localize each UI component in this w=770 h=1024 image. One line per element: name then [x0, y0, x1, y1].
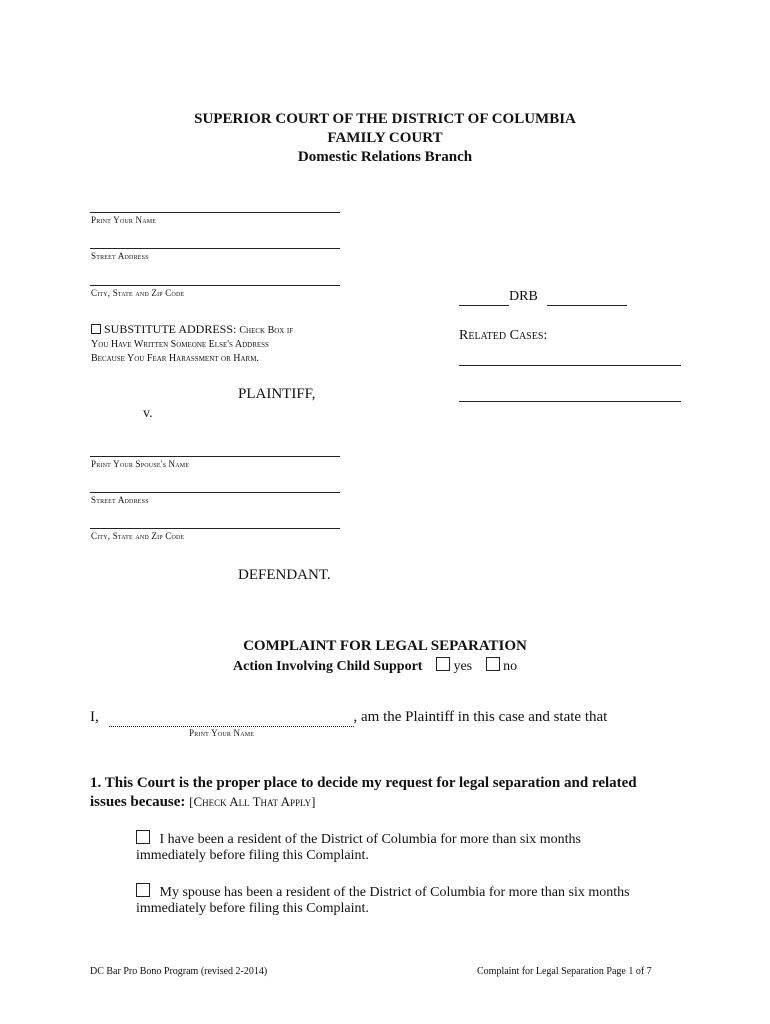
substitute-address-note-3: Because You Fear Harassment or Harm. — [91, 353, 259, 364]
residency-spouse-text-2: immediately before filing this Complaint. — [136, 901, 369, 916]
child-support-yes-label: yes — [453, 659, 473, 674]
child-support-label: Action Involving Child Support — [233, 659, 423, 674]
residency-spouse-text-1: My spouse has been a resident of the District of Columbia for more than six months — [159, 885, 630, 900]
substitute-address-note-2: You Have Written Someone Else's Address — [91, 339, 269, 350]
defendant-name-field[interactable] — [90, 456, 340, 457]
child-support-no-label: no — [503, 659, 518, 674]
related-case-field-1[interactable] — [459, 365, 681, 366]
plaintiff-intro — [90, 709, 607, 727]
section1-heading-line1: 1. This Court is the proper place to decide my request for legal separation and related — [90, 775, 637, 791]
substitute-address-checkbox[interactable] — [91, 324, 101, 334]
plaintiff-city-caption: City, State and Zip Code — [91, 288, 185, 298]
section1-heading-line2 — [90, 794, 315, 811]
versus: v. — [143, 406, 153, 421]
intro-name-caption: Print Your Name — [189, 728, 255, 738]
residency-option-spouse — [136, 883, 630, 901]
plaintiff-name-field[interactable] — [90, 212, 340, 213]
residency-plaintiff-text-2: immediately before filing this Complaint. — [136, 848, 369, 863]
related-case-field-2[interactable] — [459, 401, 681, 402]
court-name: SUPERIOR COURT OF THE DISTRICT OF COLUMBIA — [194, 111, 576, 127]
residency-option-plaintiff — [136, 830, 581, 848]
residency-plaintiff-text-1: I have been a resident of the District of Columbia for more than six months — [159, 832, 581, 847]
section1-heading-note: [Check All That Apply] — [189, 794, 316, 809]
drb-number-field[interactable] — [547, 289, 627, 306]
plaintiff-role: PLAINTIFF, — [238, 386, 316, 402]
residency-plaintiff-checkbox[interactable] — [136, 830, 150, 844]
intro-name-field[interactable] — [109, 709, 354, 727]
child-support-row — [233, 657, 517, 675]
plaintiff-street-field[interactable] — [90, 248, 340, 249]
related-cases-label: Related Cases: — [459, 328, 548, 343]
footer-left: DC Bar Pro Bono Program (revised 2-2014) — [90, 966, 268, 977]
defendant-role: DEFENDANT. — [238, 567, 331, 583]
defendant-city-caption: City, State and Zip Code — [91, 531, 185, 541]
plaintiff-city-field[interactable] — [90, 285, 340, 286]
defendant-city-field[interactable] — [90, 528, 340, 529]
drb-row — [459, 289, 627, 306]
footer-right: Complaint for Legal Separation Page 1 of 7 — [477, 966, 652, 977]
complaint-title: COMPLAINT FOR LEGAL SEPARATION — [243, 638, 527, 654]
residency-spouse-checkbox[interactable] — [136, 883, 150, 897]
court-division: FAMILY COURT — [327, 130, 443, 146]
child-support-yes-checkbox[interactable] — [436, 657, 450, 671]
defendant-name-caption: Print Your Spouse's Name — [91, 459, 190, 469]
drb-label: DRB — [509, 289, 538, 304]
substitute-address-note: Check Box if — [239, 325, 294, 336]
intro-prefix: I, — [90, 709, 99, 725]
section1-heading-lead: issues because: — [90, 794, 186, 810]
plaintiff-name-caption: Print Your Name — [91, 215, 157, 225]
defendant-street-field[interactable] — [90, 492, 340, 493]
child-support-no-checkbox[interactable] — [486, 657, 500, 671]
intro-suffix: , am the Plaintiff in this case and state that — [353, 709, 608, 725]
defendant-street-caption: Street Address — [91, 495, 149, 505]
substitute-address-row — [91, 322, 293, 337]
plaintiff-street-caption: Street Address — [91, 251, 149, 261]
drb-prefix-field[interactable] — [459, 289, 509, 306]
court-branch: Domestic Relations Branch — [297, 149, 473, 165]
substitute-address-title: SUBSTITUTE ADDRESS: — [104, 322, 237, 336]
